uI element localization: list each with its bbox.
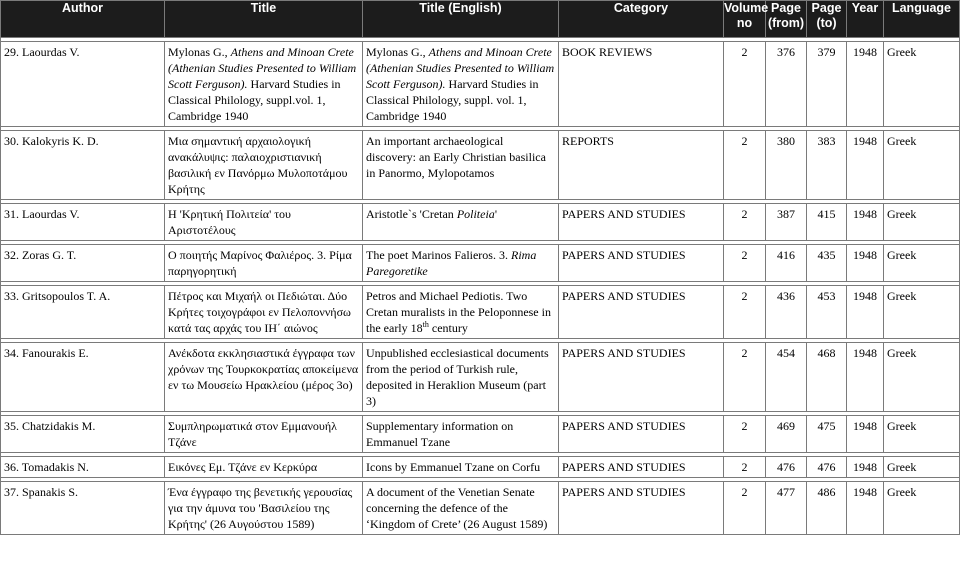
category-cell: REPORTS: [559, 131, 724, 200]
category-cell: BOOK REVIEWS: [559, 42, 724, 127]
table-row: [1, 286, 960, 339]
col-header-language: Language: [884, 1, 960, 38]
category-cell: PAPERS AND STUDIES: [559, 204, 724, 241]
author-cell: 33. Gritsopoulos T. A.: [1, 286, 165, 339]
volume-cell: 2: [724, 482, 766, 535]
title-english-cell: Unpublished ecclesiastical documents from the period of Turkish rule, deposited in Heraklion Museum (part 3): [363, 343, 559, 412]
volume-label-1: Volume: [724, 1, 769, 15]
title-cell: Μια σημαντική αρχαιολογική ανακάλυψις: παλαιοχριστιανική βασιλική εν Πανόρμω Μυλοποτάμου Κρήτης: [165, 131, 363, 200]
col-header-author: Author: [1, 1, 165, 38]
table-row: [1, 343, 960, 412]
title-part: Harvard Studies in Classical Philology, suppl.vol. 1, Cambridge 1940: [168, 77, 341, 123]
page-to-label-2: (to): [816, 16, 837, 30]
category-cell: PAPERS AND STUDIES: [559, 482, 724, 535]
volume-cell: 2: [724, 131, 766, 200]
page-to-cell: 476: [807, 457, 847, 478]
page-from-label-2: (from): [767, 16, 805, 30]
volume-cell: 2: [724, 42, 766, 127]
page-from-cell: 436: [766, 286, 807, 339]
year-cell: 1948: [847, 457, 884, 478]
page-to-label-1: Page: [811, 1, 842, 15]
page-from-cell: 380: [766, 131, 807, 200]
title-en-part: Petros and Michael Pediotis. Two Cretan muralists in the Peloponnese in the early 18: [366, 289, 551, 335]
table-row: [1, 416, 960, 453]
volume-cell: 2: [724, 343, 766, 412]
author-cell: 36. Tomadakis N.: [1, 457, 165, 478]
title-cell: Η 'Κρητική Πολιτεία' του Αριστοτέλους: [165, 204, 363, 241]
author-cell: 31. Laourdas V.: [1, 204, 165, 241]
table-row: [1, 457, 960, 478]
page-to-cell: 453: [807, 286, 847, 339]
col-header-page-from: [766, 1, 807, 38]
title-english-cell: An important archaeological discovery: an Early Christian basilica in Panormo, Mylopotamos: [363, 131, 559, 200]
title-en-italic: Athens and Minoan Crete (Athenian Studies Presented to William Scott Ferguson).: [366, 45, 555, 91]
volume-label-2: no: [736, 16, 753, 30]
volume-cell: 2: [724, 204, 766, 241]
year-cell: 1948: [847, 286, 884, 339]
page-to-cell: 435: [807, 245, 847, 282]
title-en-part: The poet Marinos Falieros. 3.: [366, 248, 511, 262]
title-cell: Εικόνες Εμ. Τζάνε εν Κερκύρα: [165, 457, 363, 478]
title-cell: Συμπληρωματικά στον Εμμανουήλ Τζάνε: [165, 416, 363, 453]
author-cell: 30. Kalokyris K. D.: [1, 131, 165, 200]
volume-cell: 2: [724, 245, 766, 282]
title-english-cell: [363, 42, 559, 127]
page-from-cell: 387: [766, 204, 807, 241]
table-row: [1, 131, 960, 200]
page-from-cell: 416: [766, 245, 807, 282]
title-en-part: century: [428, 321, 468, 335]
language-cell: Greek: [884, 204, 960, 241]
table-row: [1, 204, 960, 241]
title-italic: Athens and Minoan Crete (Athenian Studies Presented to William Scott Ferguson).: [168, 45, 357, 91]
col-header-page-to: [807, 1, 847, 38]
category-cell: PAPERS AND STUDIES: [559, 343, 724, 412]
year-cell: 1948: [847, 245, 884, 282]
language-cell: Greek: [884, 131, 960, 200]
page-from-cell: 454: [766, 343, 807, 412]
author-cell: 35. Chatzidakis M.: [1, 416, 165, 453]
col-header-title-english: Title (English): [363, 1, 559, 38]
table-row: [1, 42, 960, 127]
year-cell: 1948: [847, 131, 884, 200]
col-header-category: Category: [559, 1, 724, 38]
title-english-cell: [363, 204, 559, 241]
title-cell: Ένα έγγραφο της βενετικής γερουσίας για την άμυνα του 'Βασιλείου της Κρήτης' (26 Αυγούστου 1589): [165, 482, 363, 535]
language-cell: Greek: [884, 286, 960, 339]
language-cell: Greek: [884, 457, 960, 478]
year-cell: 1948: [847, 204, 884, 241]
title-en-part: ': [494, 207, 497, 221]
volume-cell: 2: [724, 416, 766, 453]
year-cell: 1948: [847, 416, 884, 453]
category-cell: PAPERS AND STUDIES: [559, 286, 724, 339]
title-part: Mylonas G.,: [168, 45, 231, 59]
title-cell: Πέτρος και Μιχαήλ οι Πεδιώται. Δύο Κρήτες τοιχογράφοι εν Πελοποννήσω κατά τας αρχάς του ΙΗ΄ αιώνος: [165, 286, 363, 339]
title-english-cell: Supplementary information on Emmanuel Tzane: [363, 416, 559, 453]
language-cell: Greek: [884, 343, 960, 412]
category-cell: PAPERS AND STUDIES: [559, 457, 724, 478]
page-from-cell: 476: [766, 457, 807, 478]
title-en-part: Aristotle`s 'Cretan: [366, 207, 457, 221]
title-english-cell: [363, 286, 559, 339]
category-cell: PAPERS AND STUDIES: [559, 416, 724, 453]
page-to-cell: 383: [807, 131, 847, 200]
title-cell: [165, 42, 363, 127]
page-to-cell: 486: [807, 482, 847, 535]
page-to-cell: 475: [807, 416, 847, 453]
year-cell: 1948: [847, 343, 884, 412]
author-cell: 29. Laourdas V.: [1, 42, 165, 127]
page-to-cell: 379: [807, 42, 847, 127]
title-en-part: Mylonas G.,: [366, 45, 429, 59]
author-cell: 32. Zoras G. T.: [1, 245, 165, 282]
author-cell: 34. Fanourakis E.: [1, 343, 165, 412]
title-english-cell: A document of the Venetian Senate concerning the defence of the ‘Kingdom of Crete’ (26 August 1589): [363, 482, 559, 535]
page-from-cell: 376: [766, 42, 807, 127]
page-to-cell: 468: [807, 343, 847, 412]
table-row: [1, 245, 960, 282]
volume-cell: 2: [724, 286, 766, 339]
title-en-italic: Rima Paregoretike: [366, 248, 537, 278]
language-cell: Greek: [884, 416, 960, 453]
table-row: [1, 482, 960, 535]
page-from-label-1: Page: [771, 1, 801, 15]
page-to-cell: 415: [807, 204, 847, 241]
col-header-volume: [724, 1, 769, 38]
language-cell: Greek: [884, 245, 960, 282]
col-header-year: Year: [847, 1, 884, 38]
language-cell: Greek: [884, 42, 960, 127]
title-english-cell: Icons by Emmanuel Tzane on Corfu: [363, 457, 559, 478]
title-en-part: Harvard Studies in Classical Philology, suppl. vol. 1, Cambridge 1940: [366, 77, 539, 123]
author-cell: 37. Spanakis S.: [1, 482, 165, 535]
year-cell: 1948: [847, 42, 884, 127]
title-en-superscript: th: [422, 320, 429, 329]
language-cell: Greek: [884, 482, 960, 535]
title-en-italic: Politeia: [456, 207, 495, 221]
title-english-cell: [363, 245, 559, 282]
volume-cell: 2: [724, 457, 766, 478]
title-cell: Ο ποιητής Μαρίνος Φαλιέρος. 3. Ρίμα παρηγορητική: [165, 245, 363, 282]
category-cell: PAPERS AND STUDIES: [559, 245, 724, 282]
title-cell: Ανέκδοτα εκκλησιαστικά έγγραφα των χρόνων της Τουρκοκρατίας αποκείμενα εν τω Μουσείω Ηρακλείου (μέρος 3ο): [165, 343, 363, 412]
page-from-cell: 469: [766, 416, 807, 453]
page-from-cell: 477: [766, 482, 807, 535]
header-row: [1, 1, 960, 38]
year-cell: 1948: [847, 482, 884, 535]
col-header-title: Title: [165, 1, 363, 38]
